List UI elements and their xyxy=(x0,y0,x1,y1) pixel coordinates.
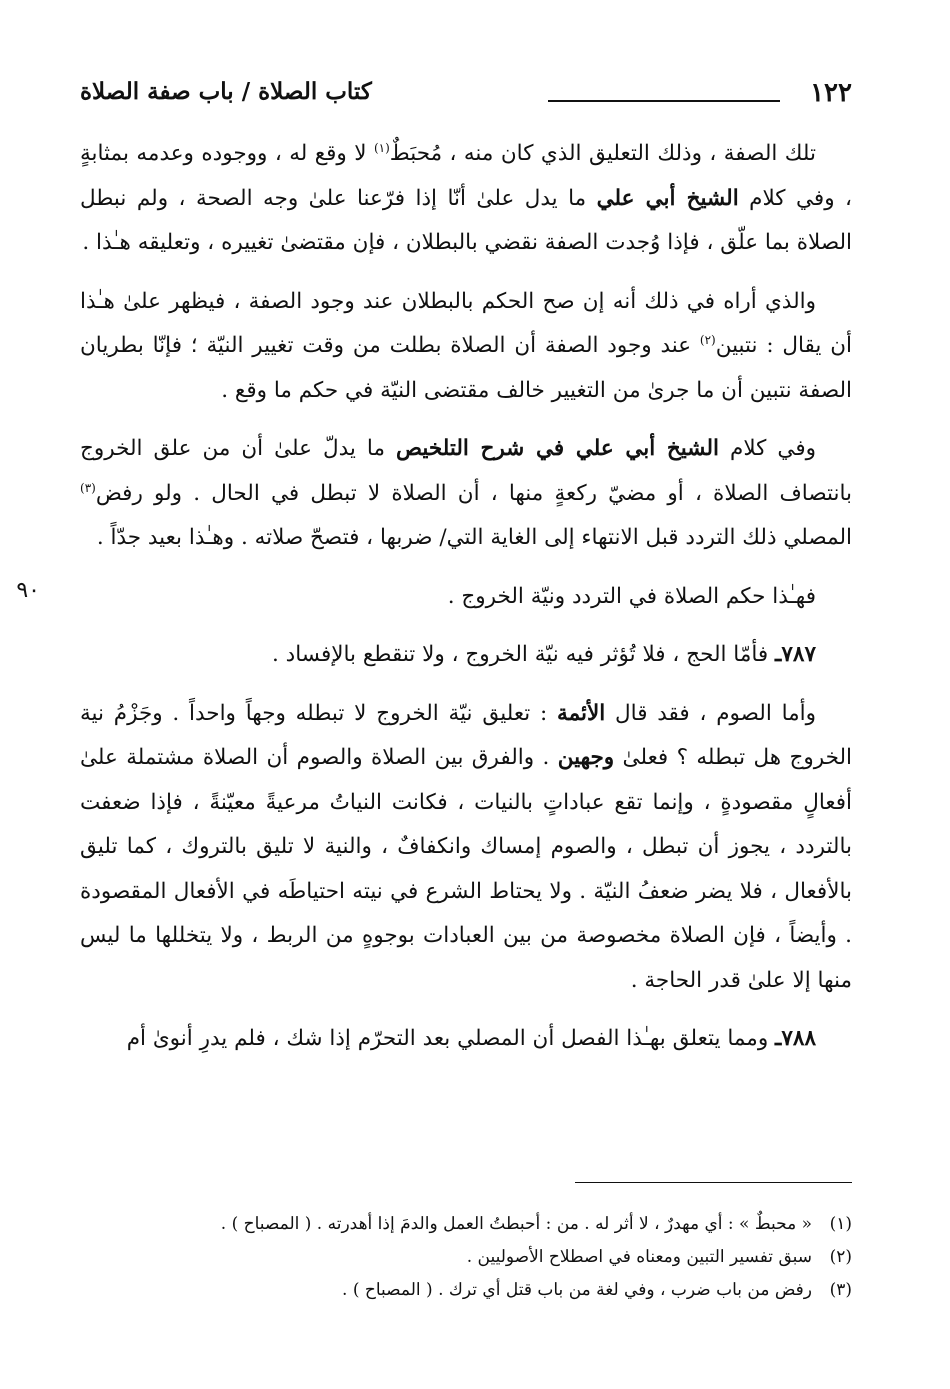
text-run: فهـٰذا حكم الصلاة في التردد ونيّة الخروج . xyxy=(447,583,816,609)
running-title: كتاب الصلاة / باب صفة الصلاة xyxy=(80,78,372,105)
section-number: ٧٨٨ـ xyxy=(775,1026,816,1051)
footnote xyxy=(80,1274,852,1307)
text-run: . والفرق بين الصلاة والصوم أن الصلاة مشتملة علىٰ أفعالٍ مقصودةٍ ، وإنما تقع عباداتٍ بالنيات ، فكانت النياتُ مرعيةً معيّنةً ، فإذا ضعفت بالتردد ، يجوز أن تبطل ، والصوم إمساك وانكفافٌ ، والنية لا تليق بالتروك ، كما تليق بالأفعال ، فلا يضر ضعفُ النيّة . ولا يحتاط الشرع في نيته احتياطَه في الأفعال المقصودة . وأيضاً ، فإن الصلاة مخصوصة من بين العبادات بوجوهٍ من الربط ، ولا يتخللها ما ليس منها إلا علىٰ قدر الحاجة . xyxy=(80,745,852,993)
footnote-number: (١) xyxy=(829,1214,852,1234)
paragraph xyxy=(80,692,852,1004)
footnote-number: (٣) xyxy=(829,1280,852,1300)
paragraph xyxy=(80,1017,852,1062)
text-run: لا وقع له ، ووجوده وعدمه بمثابةٍ ، وفي كلام xyxy=(80,141,852,211)
footnote xyxy=(80,1241,852,1274)
footnote-number: (٢) xyxy=(829,1247,852,1267)
bold-name: الأئمة xyxy=(557,700,606,726)
page-header xyxy=(80,78,852,118)
text-run: تلك الصفة ، وذلك التعليق الذي كان منه ، مُحبَطٌ xyxy=(389,141,816,166)
page-number: ١٢٢ xyxy=(810,78,852,108)
section-number: ٧٨٧ـ xyxy=(775,642,816,667)
header-rule xyxy=(548,100,780,102)
paragraph xyxy=(80,633,852,678)
text-run: المصلي ذلك التردد قبل الانتهاء إلى الغاية التي/ ضربها ، فتصحّ صلاته . وهـٰذا بعيد جدّاً . xyxy=(96,525,852,550)
text-run: وفي كلام xyxy=(719,436,816,461)
footnote-text: رفض من باب ضرب ، وفي لغة من باب قتل أي ترك . ( المصباح ) . xyxy=(342,1280,812,1300)
paragraph xyxy=(80,427,852,561)
paragraph xyxy=(80,575,852,620)
text-run: : تعليق نيّة الخروج لا تبطله وجهاً واحداً . وجَزْمُ نية الخروج هل تبطله ؟ فعلىٰ xyxy=(80,700,853,770)
bold-name: الشيخ أبي علي xyxy=(596,185,739,211)
footnote-text: سبق تفسير التبين ومعناه في اصطلاح الأصوليين . xyxy=(466,1247,812,1267)
footnote-marker: (٢) xyxy=(699,332,716,347)
paragraph xyxy=(80,132,852,266)
footnote-marker: (٣) xyxy=(80,480,96,495)
bold-term: وجهين xyxy=(557,745,615,770)
text-run: فأمّا الحج ، فلا تُؤثر فيه نيّة الخروج ، ولا تنقطع بالإفساد . xyxy=(271,642,776,667)
footnote-text: « محبطٌ » : أي مهدرٌ ، لا أثر له . من : أحبطتُ العمل والدمَ إذا أهدرته . ( المصباح ) . xyxy=(220,1214,812,1234)
text-run: ما يدل علىٰ أنّا إذا فرّعنا علىٰ وجه الصحة ، ولم نبطل الصلاة بما علّق ، فإذا وُجدت الصفة نقضي بالبطلان ، فإن مقتضىٰ تغييره ، وتعليقه هـٰذا . xyxy=(80,185,852,255)
footnotes xyxy=(80,1208,852,1307)
body-text xyxy=(80,132,852,1062)
footnote-marker: (١) xyxy=(373,140,390,155)
text-run: ما يدلّ علىٰ أن من علق الخروج بانتصاف الصلاة ، أو مضيّ ركعةٍ منها ، أن الصلاة لا تبطل في الحال . ولو رفض xyxy=(80,436,852,506)
footnote xyxy=(80,1208,852,1241)
paragraph xyxy=(80,280,852,414)
text-run: وأما الصوم ، فقد قال xyxy=(605,700,816,726)
footnote-rule xyxy=(575,1182,852,1183)
text-run: والذي أراه في ذلك أنه إن صح الحكم بالبطلان عند وجود الصفة ، فيظهر علىٰ هـٰذا أن يقال : نتبين xyxy=(80,288,852,358)
text-run: ومما يتعلق بهـٰذا الفصل أن المصلي بعد التحرّم إذا شك ، فلم يدرِ أنوىٰ أم xyxy=(126,1026,776,1051)
text-run: عند وجود الصفة أن الصلاة بطلت من وقت تغيير النيّة ؛ فإنّا بطريان الصفة نتبين أن ما جرىٰ من التغيير خالف مقتضى النيّة في حكم ما وقع . xyxy=(80,333,852,403)
bold-name: الشيخ أبي علي في شرح التلخيص xyxy=(396,436,719,461)
manuscript-folio-mark: ٩٠ xyxy=(16,578,40,603)
